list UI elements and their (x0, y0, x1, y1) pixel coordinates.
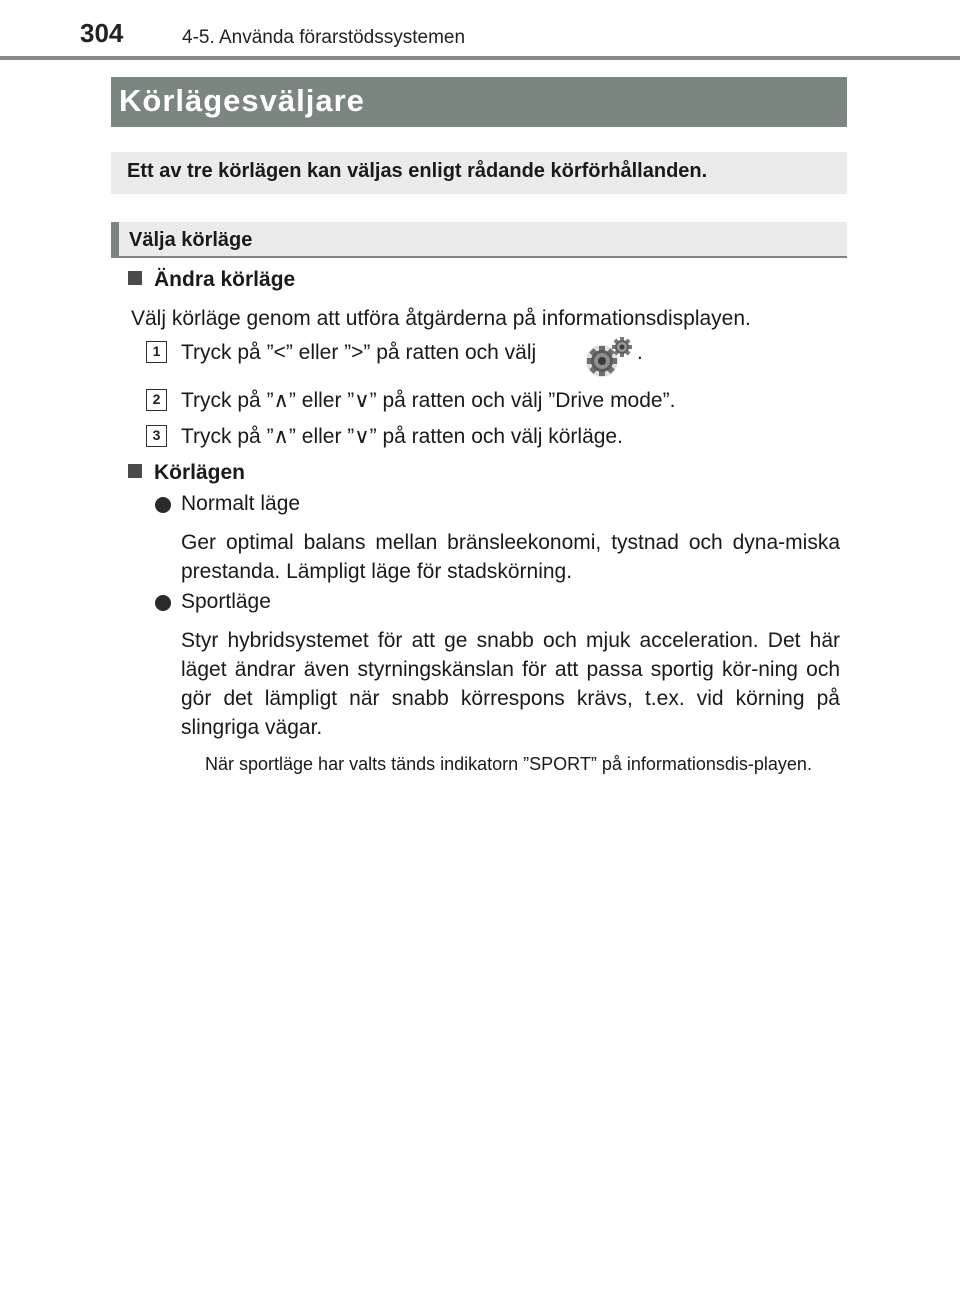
intro-summary: Ett av tre körlägen kan väljas enligt rådande körförhållanden. (111, 152, 847, 194)
step-2-text: Tryck på ”∧” eller ”∨” på ratten och välj ”Drive mode”. (181, 389, 676, 412)
round-bullet-icon (155, 595, 171, 611)
section-reference: 4-5. Använda förarstödssystemen (182, 27, 466, 48)
settings-gear-icon (582, 334, 634, 380)
round-bullet-icon (155, 497, 171, 513)
subsection-heading: Välja körläge (111, 222, 847, 258)
modes-heading-text: Körlägen (154, 461, 246, 484)
step-1-text: Tryck på ”<” eller ”>” på ratten och välj (181, 341, 537, 364)
change-mode-heading (128, 268, 295, 292)
step-number-badge: 2 (146, 389, 167, 411)
mode-description-normal: Ger optimal balans mellan bränsleekonomi, tystnad och dyna-miska prestanda. Lämpligt läge för stadskörning. (181, 531, 840, 583)
mode-name-sport: Sportläge (181, 590, 271, 613)
page-number: 304 (80, 18, 124, 48)
mode-name-normal: Normalt läge (181, 492, 301, 515)
mode-description-sport: Styr hybridsystemet för att ge snabb och mjuk acceleration. Det här läget ändrar även styrningskänslan för att passa sportig kör-ning och gör det lämpligt när snabb körrespons krävs, t.ex. vid körning på slingriga vägar. (181, 629, 840, 739)
modes-heading (128, 461, 245, 485)
step-number-badge: 1 (146, 341, 167, 363)
square-bullet-icon (128, 271, 142, 285)
step-1-suffix: . (637, 341, 643, 364)
page-header (0, 0, 960, 62)
header-divider (0, 56, 960, 60)
step-number-badge: 3 (146, 425, 167, 447)
square-bullet-icon (128, 464, 142, 478)
step-3-text: Tryck på ”∧” eller ”∨” på ratten och välj körläge. (181, 425, 623, 448)
step-text (181, 341, 536, 365)
page-title: Körlägesväljare (111, 77, 847, 127)
change-mode-heading-text: Ändra körläge (154, 268, 296, 291)
sport-mode-note: När sportläge har valts tänds indikatorn ”SPORT” på informationsdis-playen. (205, 754, 812, 774)
change-mode-description: Välj körläge genom att utföra åtgärderna på informationsdisplayen. (131, 307, 751, 330)
